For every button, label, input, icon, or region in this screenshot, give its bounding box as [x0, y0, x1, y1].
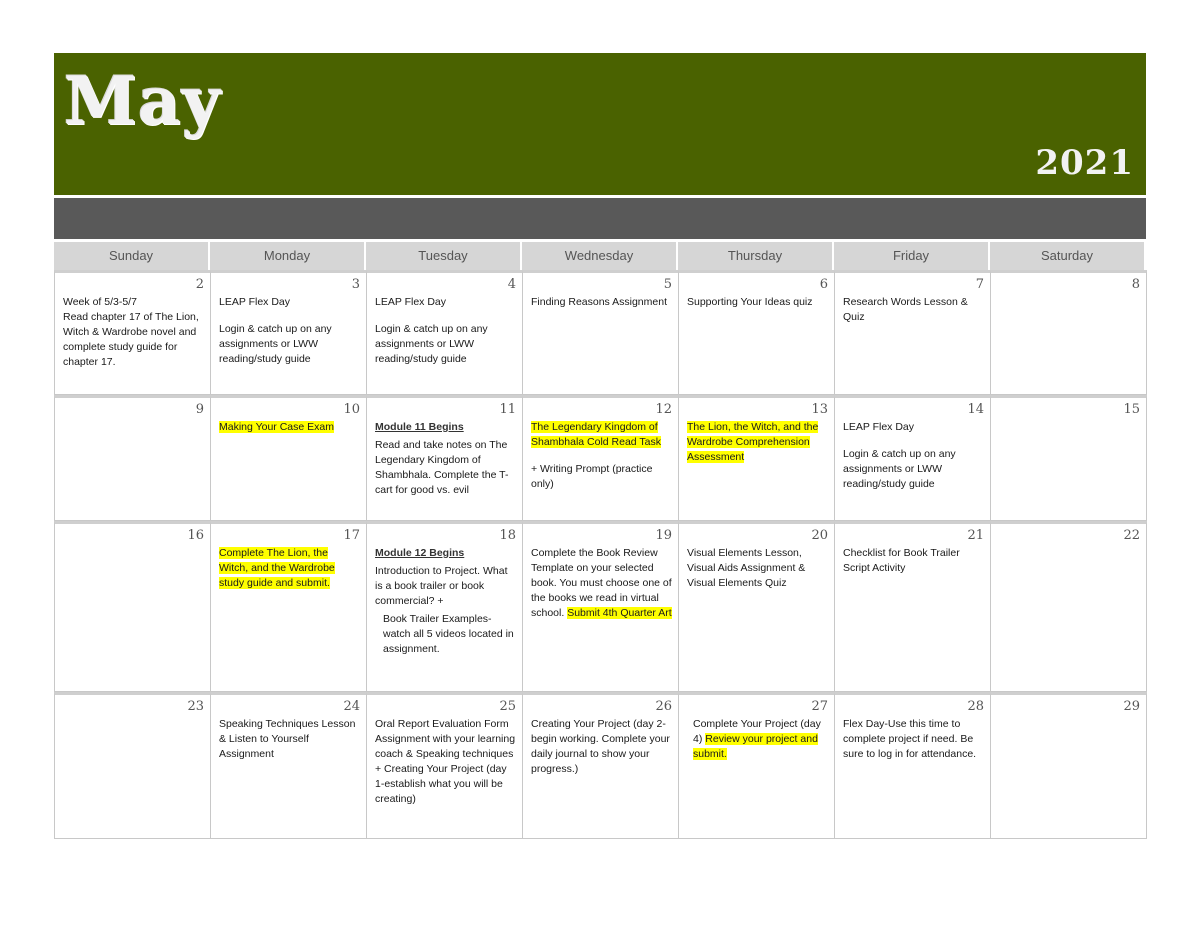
- day-number: 14: [967, 402, 984, 417]
- weekday-tuesday: Tuesday: [366, 242, 522, 270]
- header-band: [54, 198, 1146, 239]
- weekday-thursday: Thursday: [678, 242, 834, 270]
- day-cell-9: [54, 395, 211, 521]
- day-cell-10: [210, 395, 367, 521]
- day-cell-14: [834, 395, 991, 521]
- day-cell-29: [990, 692, 1147, 839]
- day-cell-2: [54, 270, 211, 395]
- day-note: Flex Day-Use this time to complete project if need. Be sure to log in for attendance.: [843, 718, 977, 760]
- month-title: May: [64, 62, 222, 140]
- day-cell-4: [366, 270, 523, 395]
- day-note: Oral Report Evaluation Form Assignment with your learning coach & Speaking techniques + Creating Your Project (day 1-establish what you will be creating): [375, 718, 516, 805]
- day-note: Speaking Techniques Lesson & Listen to Yourself Assignment: [219, 718, 356, 760]
- day-cell-16: [54, 521, 211, 692]
- day-note: Read and take notes on The Legendary Kingdom of Shambhala. Complete the T-cart for good vs. evil: [375, 439, 509, 496]
- day-note: Read chapter 17 of The Lion, Witch & Wardrobe novel and complete study guide for chapter 17.: [63, 311, 199, 368]
- day-number: 10: [343, 402, 360, 417]
- day-number: 7: [975, 277, 984, 292]
- day-cell-3: [210, 270, 367, 395]
- month-banner: [54, 53, 1146, 195]
- day-note: + Writing Prompt (practice only): [531, 463, 653, 490]
- day-cell-26: [522, 692, 679, 839]
- day-note: Finding Reasons Assignment: [531, 296, 667, 308]
- day-note-highlighted: Complete The Lion, the Witch, and the Wardrobe study guide and submit.: [219, 547, 335, 589]
- day-note: Research Words Lesson & Quiz: [843, 296, 968, 323]
- day-cell-13: [678, 395, 835, 521]
- day-number: 5: [663, 277, 672, 292]
- module-heading: Module 11 Begins: [375, 421, 464, 433]
- day-number: 19: [655, 528, 672, 543]
- day-cell-18: [366, 521, 523, 692]
- day-cell-5: [522, 270, 679, 395]
- day-note: Introduction to Project. What is a book trailer or book commercial? +: [375, 565, 508, 607]
- day-cell-25: [366, 692, 523, 839]
- day-note: Supporting Your Ideas quiz: [687, 296, 813, 308]
- day-number: 17: [343, 528, 360, 543]
- day-note-highlighted: The Legendary Kingdom of Shambhala Cold Read Task: [531, 421, 661, 448]
- day-cell-12: [522, 395, 679, 521]
- day-note-highlighted: The Lion, the Witch, and the Wardrobe Comprehension Assessment: [687, 421, 819, 463]
- day-cell-6: [678, 270, 835, 395]
- day-number: 21: [967, 528, 984, 543]
- day-note: Visual Elements Lesson, Visual Aids Assignment & Visual Elements Quiz: [687, 547, 806, 589]
- weekday-friday: Friday: [834, 242, 990, 270]
- module-heading: Module 12 Begins: [375, 547, 465, 559]
- day-note-highlighted: Submit 4th Quarter Art: [567, 607, 672, 619]
- day-number: 23: [187, 699, 204, 714]
- day-cell-23: [54, 692, 211, 839]
- day-number: 6: [819, 277, 828, 292]
- day-number: 3: [351, 277, 360, 292]
- day-cell-22: [990, 521, 1147, 692]
- weekday-monday: Monday: [210, 242, 366, 270]
- day-cell-11: [366, 395, 523, 521]
- day-cell-28: [834, 692, 991, 839]
- calendar-grid: [54, 242, 1146, 839]
- weekday-sunday: Sunday: [54, 242, 210, 270]
- day-note: LEAP Flex Day: [375, 296, 447, 308]
- day-note: LEAP Flex Day: [219, 296, 291, 308]
- day-number: 18: [499, 528, 516, 543]
- day-number: 20: [811, 528, 828, 543]
- day-cell-17: [210, 521, 367, 692]
- day-cell-21: [834, 521, 991, 692]
- day-number: 13: [811, 402, 828, 417]
- day-number: 16: [187, 528, 204, 543]
- day-note: Creating Your Project (day 2-begin working. Complete your daily journal to show your progress.): [531, 718, 670, 775]
- weekday-wednesday: Wednesday: [522, 242, 678, 270]
- year-title: 2021: [1035, 143, 1134, 183]
- day-note: Checklist for Book Trailer Script Activity: [843, 547, 960, 574]
- day-note: Week of 5/3-5/7: [63, 296, 137, 308]
- day-number: 25: [499, 699, 516, 714]
- day-cell-15: [990, 395, 1147, 521]
- day-cell-19: [522, 521, 679, 692]
- day-number: 26: [655, 699, 672, 714]
- day-number: 8: [1131, 277, 1140, 292]
- day-cell-27: [678, 692, 835, 839]
- day-number: 22: [1123, 528, 1140, 543]
- day-cell-8: [990, 270, 1147, 395]
- day-note: Complete Your Project (day 4): [693, 718, 821, 745]
- day-note: Login & catch up on any assignments or LWW reading/study guide: [219, 323, 332, 365]
- day-note: Login & catch up on any assignments or LWW reading/study guide: [375, 323, 488, 365]
- day-number: 12: [655, 402, 672, 417]
- day-note: LEAP Flex Day: [843, 421, 915, 433]
- day-number: 9: [195, 402, 204, 417]
- day-note: Login & catch up on any assignments or LWW reading/study guide: [843, 448, 956, 490]
- day-number: 15: [1123, 402, 1140, 417]
- day-cell-7: [834, 270, 991, 395]
- day-note-highlighted: Review your project and submit.: [693, 733, 818, 760]
- day-number: 27: [811, 699, 828, 714]
- day-number: 29: [1123, 699, 1140, 714]
- day-number: 11: [499, 402, 516, 417]
- weekday-saturday: Saturday: [990, 242, 1146, 270]
- day-number: 28: [967, 699, 984, 714]
- day-note-indented: Book Trailer Examples- watch all 5 videos located in assignment.: [383, 613, 514, 655]
- day-note: Complete the Book Review Template on your selected book. You must choose one of the books we read in virtual school.: [531, 547, 672, 619]
- day-cell-24: [210, 692, 367, 839]
- day-number: 2: [195, 277, 204, 292]
- day-number: 4: [507, 277, 516, 292]
- day-number: 24: [343, 699, 360, 714]
- day-note-highlighted: Making Your Case Exam: [219, 421, 334, 433]
- day-cell-20: [678, 521, 835, 692]
